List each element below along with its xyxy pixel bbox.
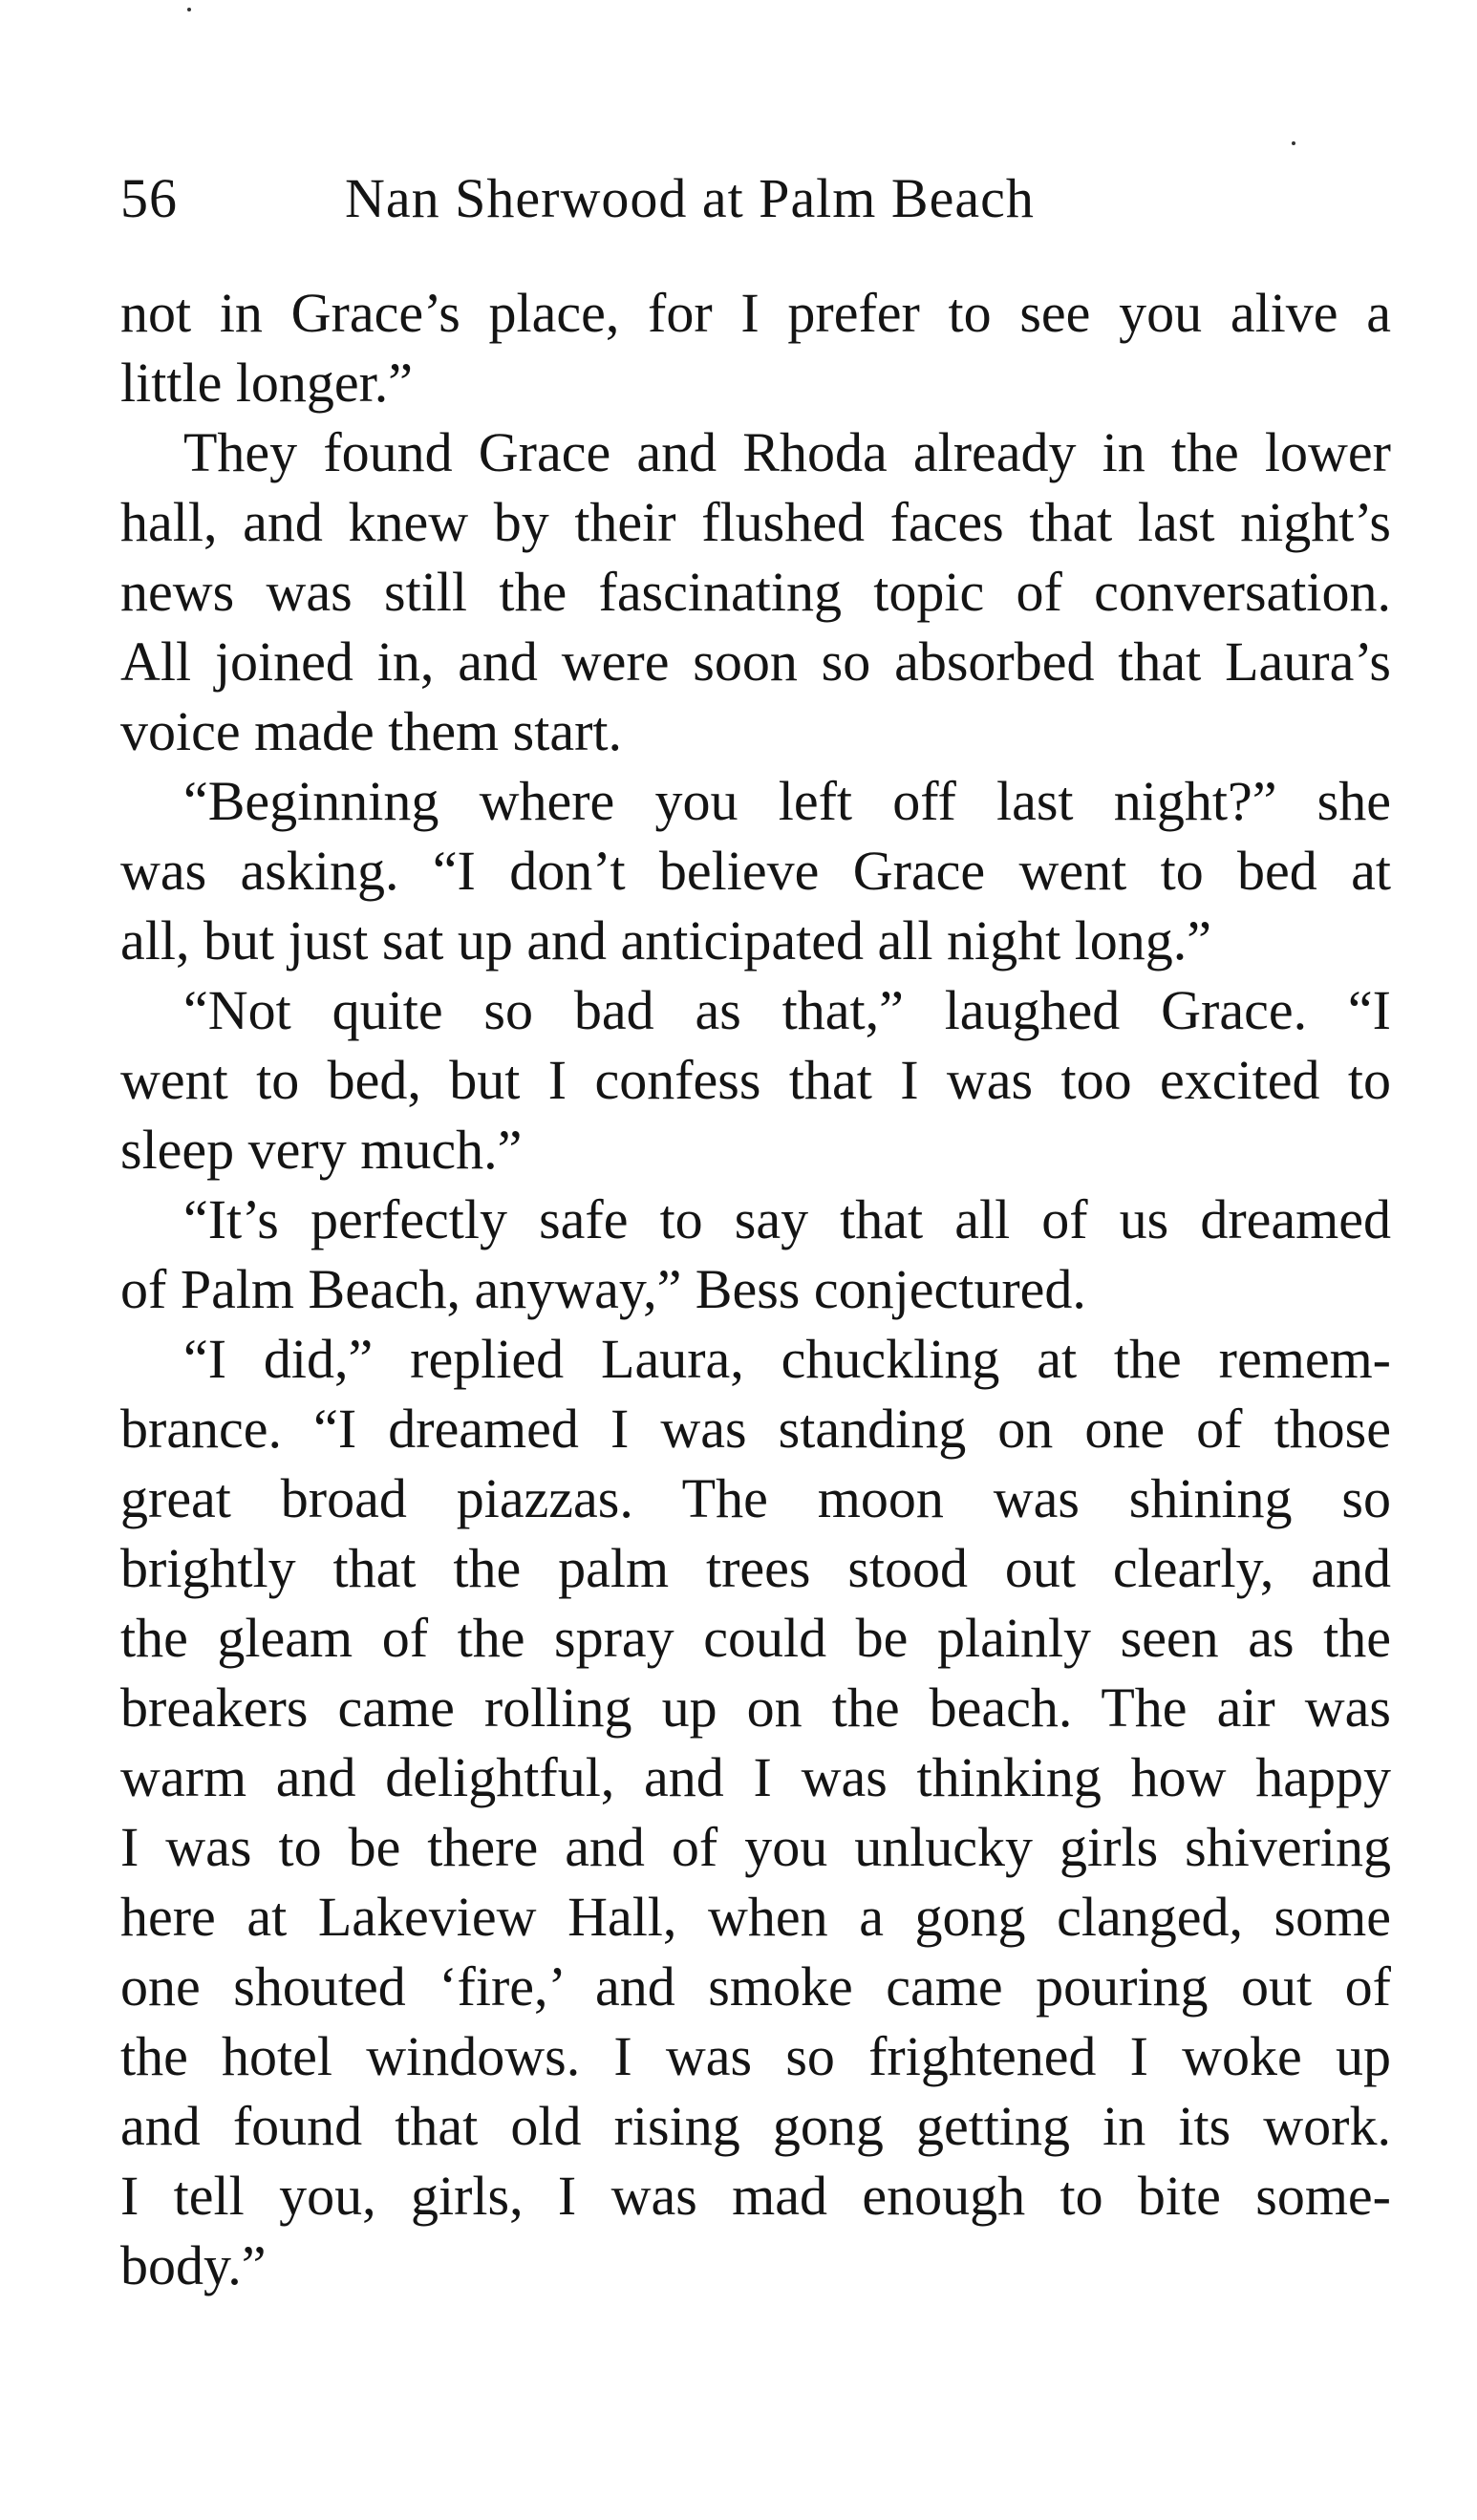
text-line: of Palm Beach, anyway,” Bess conjectured. [120,1258,1086,1320]
text-line: “I did,” replied Laura, chuckling at the remem- [183,1328,1391,1390]
text-line: “Beginning where you left off last night?” she [183,770,1391,832]
page-number: 56 [120,167,178,229]
text-line: one shouted ‘fire,’ and smoke came pouring out of [120,1955,1391,2018]
text-line: little longer.” [120,352,414,414]
text-line: voice made them start. [120,700,623,762]
text-line: brance. “I dreamed I was standing on one of those [120,1398,1391,1460]
text-line: was asking. “I don’t believe Grace went to bed at [120,840,1391,902]
text-line: not in Grace’s place, for I prefer to see you alive a [120,282,1391,344]
text-line: went to bed, but I confess that I was too excited to [120,1049,1391,1111]
text-line: brightly that the palm trees stood out clearly, and [120,1537,1391,1599]
text-line: breakers came rolling up on the beach. The air was [120,1676,1391,1739]
text-line: news was still the fascinating topic of conversation. [120,561,1391,623]
text-line: All joined in, and were soon so absorbed that Laura’s [120,630,1391,693]
running-head [120,160,1391,237]
text-line: I tell you, girls, I was mad enough to bite some- [120,2165,1391,2227]
scan-speck [187,8,191,11]
book-title: Nan Sherwood at Palm Beach [345,167,1035,229]
text-line: sleep very much.” [120,1119,523,1181]
text-line: hall, and knew by their flushed faces that last night’s [120,491,1391,553]
text-line: the hotel windows. I was so frightened I woke up [120,2025,1391,2087]
text-line: great broad piazzas. The moon was shining so [120,1467,1391,1529]
text-line: and found that old rising gong getting in its work. [120,2095,1391,2157]
body-text [120,278,1391,2300]
text-line: the gleam of the spray could be plainly seen as the [120,1607,1391,1669]
scan-speck [1292,141,1295,145]
text-line: “Not quite so bad as that,” laughed Grace. “I [183,979,1391,1041]
text-line: here at Lakeview Hall, when a gong clanged, some [120,1886,1391,1948]
text-line: all, but just sat up and anticipated all night long.” [120,909,1212,972]
text-line: I was to be there and of you unlucky girls shivering [120,1816,1391,1878]
text-line: They found Grace and Rhoda already in the lower [183,421,1391,483]
text-line: warm and delightful, and I was thinking how happy [120,1746,1391,1808]
text-line: body.” [120,2234,267,2296]
text-line: “It’s perfectly safe to say that all of us dreamed [183,1188,1391,1250]
